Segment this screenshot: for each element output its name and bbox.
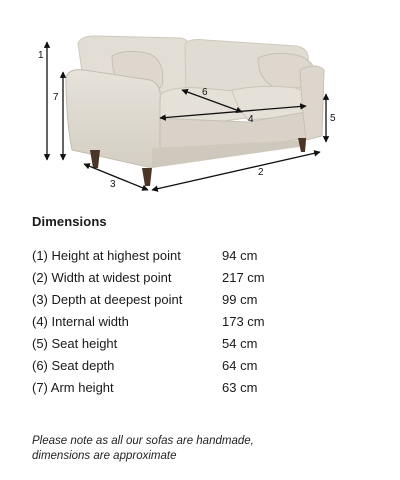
note-line: Please note as all our sofas are handmade, — [32, 435, 254, 447]
dimension-label: (5) Seat height — [32, 335, 118, 351]
dimension-row-depth — [32, 288, 332, 310]
dimension-value: 173 cm — [222, 313, 265, 329]
dimensions-list — [32, 244, 332, 398]
dimensions-heading: Dimensions — [32, 214, 107, 229]
dimension-label-2: 2 — [258, 167, 264, 178]
dimension-label-3: 3 — [110, 179, 116, 190]
dimension-label: (4) Internal width — [32, 313, 129, 329]
dimension-row-internal-width — [32, 310, 332, 332]
dimension-row-seat-depth — [32, 354, 332, 376]
dimension-row-height — [32, 244, 332, 266]
handmade-note — [32, 434, 332, 464]
dimension-label: (3) Depth at deepest point — [32, 291, 183, 307]
dimension-row-seat-height — [32, 332, 332, 354]
dimension-value: 217 cm — [222, 269, 265, 285]
dimension-label: (6) Seat depth — [32, 357, 115, 373]
dimension-label-1: 1 — [38, 50, 44, 61]
note-line: dimensions are approximate — [32, 450, 177, 462]
dimension-value: 54 cm — [222, 335, 258, 351]
dimension-value: 64 cm — [222, 357, 258, 373]
sofa-image — [66, 36, 324, 186]
dimension-label: (2) Width at widest point — [32, 269, 172, 285]
dimension-value: 63 cm — [222, 379, 258, 395]
dimension-row-width — [32, 266, 332, 288]
dimension-label-6: 6 — [202, 87, 208, 98]
dimension-value: 99 cm — [222, 291, 258, 307]
dimension-label-7: 7 — [53, 92, 59, 103]
dimension-label: (7) Arm height — [32, 379, 114, 395]
dimension-label-5: 5 — [330, 113, 336, 124]
sofa-dimension-illustration — [0, 0, 400, 200]
dimension-value: 94 cm — [222, 247, 258, 263]
dimension-label-4: 4 — [248, 114, 254, 125]
dimension-label: (1) Height at highest point — [32, 247, 181, 263]
dimension-row-arm-height — [32, 376, 332, 398]
